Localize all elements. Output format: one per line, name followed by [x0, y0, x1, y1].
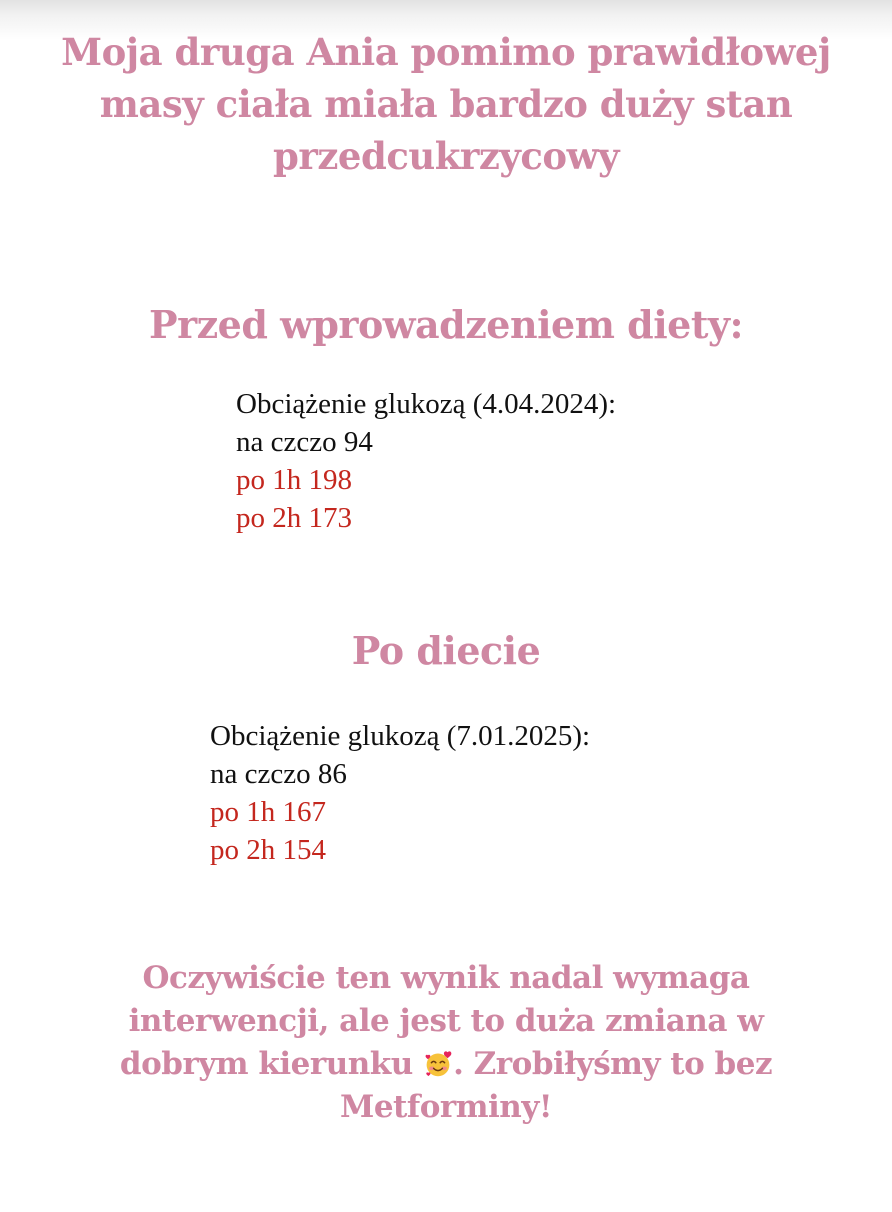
- footer-text-end: . Zrobiłyśmy to bez Metforminy!: [340, 1046, 773, 1125]
- footer-note: [90, 957, 802, 1129]
- before-diet-heading: Przed wprowadzeniem diety:: [149, 302, 743, 347]
- after-2h-value: po 2h 154: [210, 834, 326, 866]
- footer-text-start: Oczywiście ten wynik nadal wymaga interwencji, ale jest to duża zmiana w dobrym kierunku: [119, 960, 764, 1082]
- before-test-title: Obciążenie glukozą (4.04.2024):: [236, 388, 617, 420]
- before-results: [236, 385, 616, 537]
- after-results: [210, 717, 590, 869]
- before-fasting-value: na czczo 94: [236, 426, 373, 458]
- after-1h-value: po 1h 167: [210, 796, 326, 828]
- smiling-face-with-hearts-icon: [424, 1050, 452, 1078]
- after-diet-heading: Po diecie: [351, 628, 541, 673]
- before-2h-value: po 2h 173: [236, 502, 352, 534]
- before-1h-value: po 1h 198: [236, 464, 352, 496]
- after-test-title: Obciążenie glukozą (7.01.2025):: [210, 720, 591, 752]
- after-fasting-value: na czczo 86: [210, 758, 347, 790]
- headline: Moja druga Ania pomimo prawidłowej masy ciała miała bardzo duży stan przedcukrzycowy: [61, 30, 831, 178]
